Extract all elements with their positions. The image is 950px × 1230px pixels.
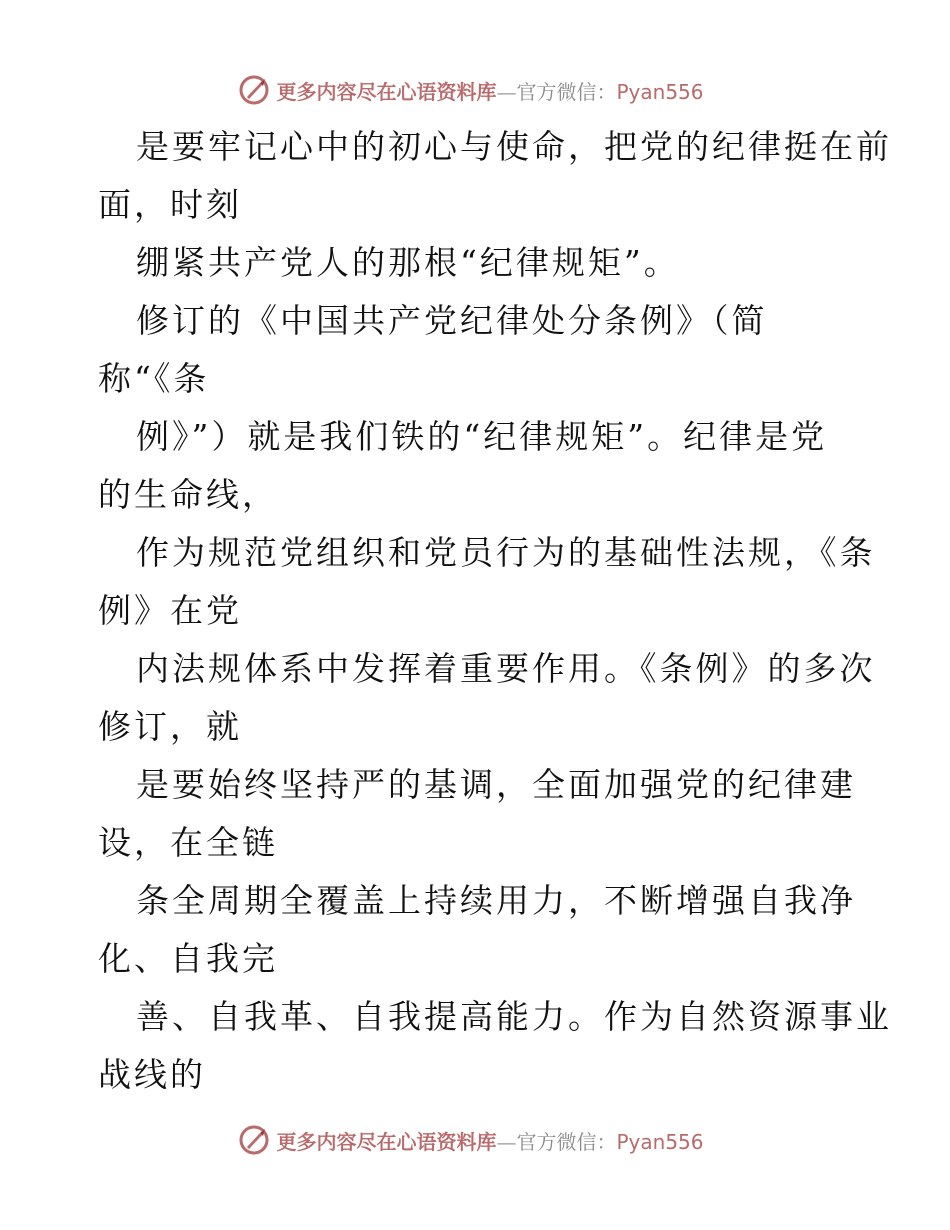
paragraph bbox=[98, 524, 876, 640]
text-line: 面，时刻 bbox=[98, 185, 242, 224]
paragraph bbox=[98, 872, 858, 988]
watermark-separator: — bbox=[496, 1129, 517, 1154]
watermark-group bbox=[238, 74, 703, 106]
text-line: 修订的《中国共产党纪律处分条例》（简 bbox=[136, 301, 768, 340]
text-line: 修订，就 bbox=[98, 707, 242, 746]
watermark-main-text: 更多内容尽在心语资料库 bbox=[276, 79, 497, 104]
header-watermark bbox=[0, 70, 950, 110]
paragraph bbox=[98, 234, 858, 292]
watermark-id: Pyan556 bbox=[616, 1129, 704, 1154]
watermark-id: Pyan556 bbox=[616, 79, 704, 104]
paragraph bbox=[98, 118, 892, 234]
text-line: 善、自我革、自我提高能力。作为自然资源事业 bbox=[136, 997, 892, 1036]
document-body bbox=[98, 118, 892, 1104]
text-line: 称“《条 bbox=[98, 359, 210, 398]
paragraph bbox=[98, 640, 876, 756]
text-line: 例》”）就是我们铁的“纪律规矩”。纪律是党 bbox=[136, 417, 828, 456]
paragraph bbox=[98, 408, 858, 524]
quill-logo-icon bbox=[238, 74, 270, 106]
text-line: 的生命线， bbox=[98, 475, 278, 514]
quill-logo-icon bbox=[238, 1124, 270, 1156]
paragraph bbox=[98, 988, 892, 1104]
text-line: 是要牢记心中的初心与使命，把党的纪律挺在前 bbox=[136, 127, 892, 166]
paragraph bbox=[98, 756, 858, 872]
text-line: 作为规范党组织和党员行为的基础性法规，《条 bbox=[136, 533, 876, 572]
watermark-label: 官方微信： bbox=[516, 1129, 617, 1154]
text-line: 是要始终坚持严的基调，全面加强党的纪律建 bbox=[136, 765, 856, 804]
text-line: 条全周期全覆盖上持续用力，不断增强自我净 bbox=[136, 881, 856, 920]
watermark-main-text: 更多内容尽在心语资料库 bbox=[276, 1129, 497, 1154]
text-line: 例》在党 bbox=[98, 591, 242, 630]
watermark-separator: — bbox=[496, 79, 517, 104]
text-line: 内法规体系中发挥着重要作用。《条例》的多次 bbox=[136, 649, 876, 688]
watermark-label: 官方微信： bbox=[516, 79, 617, 104]
paragraph bbox=[98, 292, 858, 408]
text-line: 战线的 bbox=[98, 1055, 206, 1094]
text-line: 设，在全链 bbox=[98, 823, 278, 862]
watermark-group bbox=[238, 1124, 703, 1156]
text-line: 绷紧共产党人的那根“纪律规矩”。 bbox=[136, 243, 680, 282]
footer-watermark bbox=[0, 1120, 950, 1160]
text-line: 化、自我完 bbox=[98, 939, 278, 978]
